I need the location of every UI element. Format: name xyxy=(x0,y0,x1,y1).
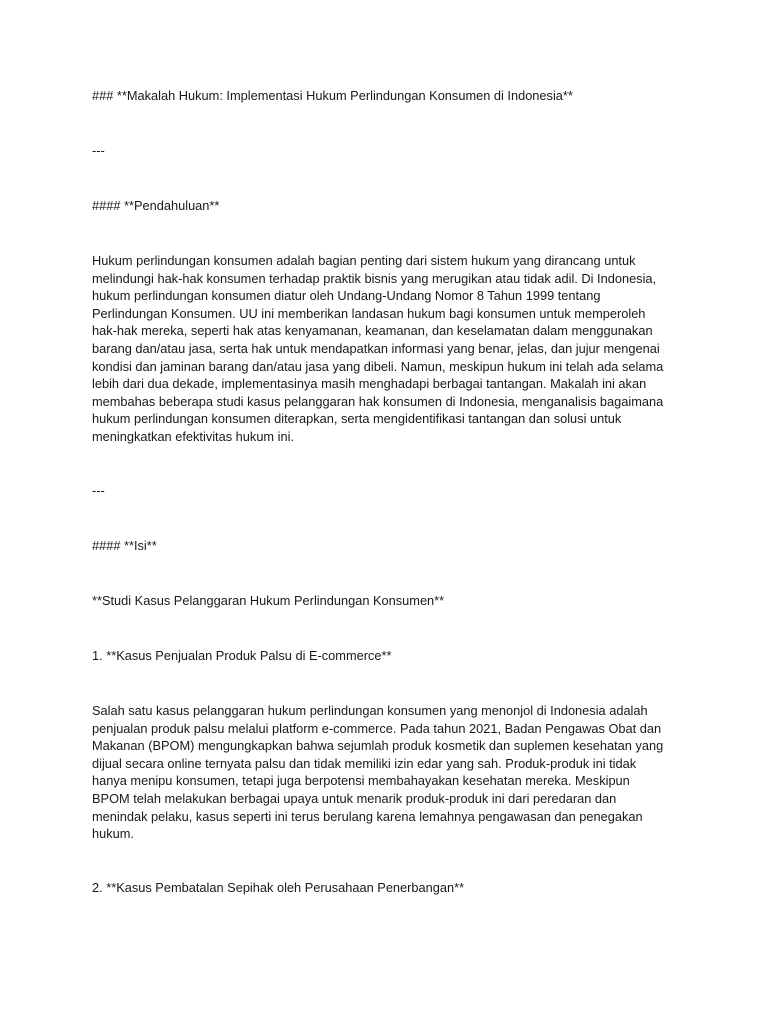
intro-line: membahas beberapa studi kasus pelanggaran hak konsumen di Indonesia, menganalisis bagaimana xyxy=(92,393,664,409)
intro-line: hukum perlindungan konsumen diatur oleh Undang-Undang Nomor 8 Tahun 1999 tentang xyxy=(92,288,601,304)
intro-line: lebih dari dua dekade, implementasinya masih menghadapi berbagai tantangan. Makalah ini akan xyxy=(92,376,647,392)
case-1-line: hukum. xyxy=(92,826,134,842)
intro-line: barang dan/atau jasa, serta hak untuk mendapatkan informasi yang benar, jelas, dan jujur mengenai xyxy=(92,340,660,356)
case-1-line: hanya menipu konsumen, tetapi juga berpotensi membahayakan kesehatan mereka. Meskipun xyxy=(92,773,630,789)
intro-line: Perlindungan Konsumen. UU ini memberikan landasan hukum bagi konsumen untuk memperoleh xyxy=(92,305,646,321)
subheading-studi-kasus: **Studi Kasus Pelanggaran Hukum Perlindungan Konsumen** xyxy=(92,593,445,608)
intro-line: hukum perlindungan konsumen diterapkan, serta mengidentifikasi tantangan dan solusi untuk xyxy=(92,411,622,427)
heading-pendahuluan: #### **Pendahuluan** xyxy=(92,198,220,213)
case-1-line: Salah satu kasus pelanggaran hukum perlindungan konsumen yang menonjol di Indonesia adalah xyxy=(92,703,648,718)
divider-1: --- xyxy=(92,143,105,158)
heading-isi: #### **Isi** xyxy=(92,538,157,553)
case-1-line: BPOM telah melakukan berbagai upaya untuk menarik produk-produk ini dari peredaran dan xyxy=(92,790,617,806)
intro-line: melindungi hak-hak konsumen terhadap praktik bisnis yang merugikan atau tidak adil. Di Indonesia, xyxy=(92,270,657,286)
intro-paragraph xyxy=(92,252,682,446)
intro-line: meningkatkan efektivitas hukum ini. xyxy=(92,428,295,444)
intro-line: kondisi dan jaminan barang dan/atau jasa yang dibeli. Namun, meskipun hukum ini telah ada selama xyxy=(92,358,664,374)
case-2-title: 2. **Kasus Pembatalan Sepihak oleh Perusahaan Penerbangan** xyxy=(92,880,465,895)
intro-line: Hukum perlindungan konsumen adalah bagian penting dari sistem hukum yang dirancang untuk xyxy=(92,253,636,268)
divider-2: --- xyxy=(92,483,105,498)
case-1-line: Makanan (BPOM) mengungkapkan bahwa sejumlah produk kosmetik dan suplemen kesehatan yang xyxy=(92,738,664,754)
case-1-line: penjualan produk palsu melalui platform e-commerce. Pada tahun 2021, Badan Pengawas Obat dan xyxy=(92,720,662,736)
case-1-title: 1. **Kasus Penjualan Produk Palsu di E-commerce** xyxy=(92,648,392,663)
case-1-line: dijual secara online ternyata palsu dan tidak memiliki izin edar yang sah. Produk-produk ini tidak xyxy=(92,755,637,771)
case-1-paragraph xyxy=(92,702,682,843)
intro-line: hak-hak mereka, seperti hak atas kenyamanan, keamanan, dan keselamatan dalam menggunakan xyxy=(92,323,653,339)
case-1-line: menindak pelaku, kasus seperti ini terus berulang karena lemahnya pengawasan dan penegakan xyxy=(92,808,643,824)
document-title: ### **Makalah Hukum: Implementasi Hukum Perlindungan Konsumen di Indonesia** xyxy=(92,88,573,103)
